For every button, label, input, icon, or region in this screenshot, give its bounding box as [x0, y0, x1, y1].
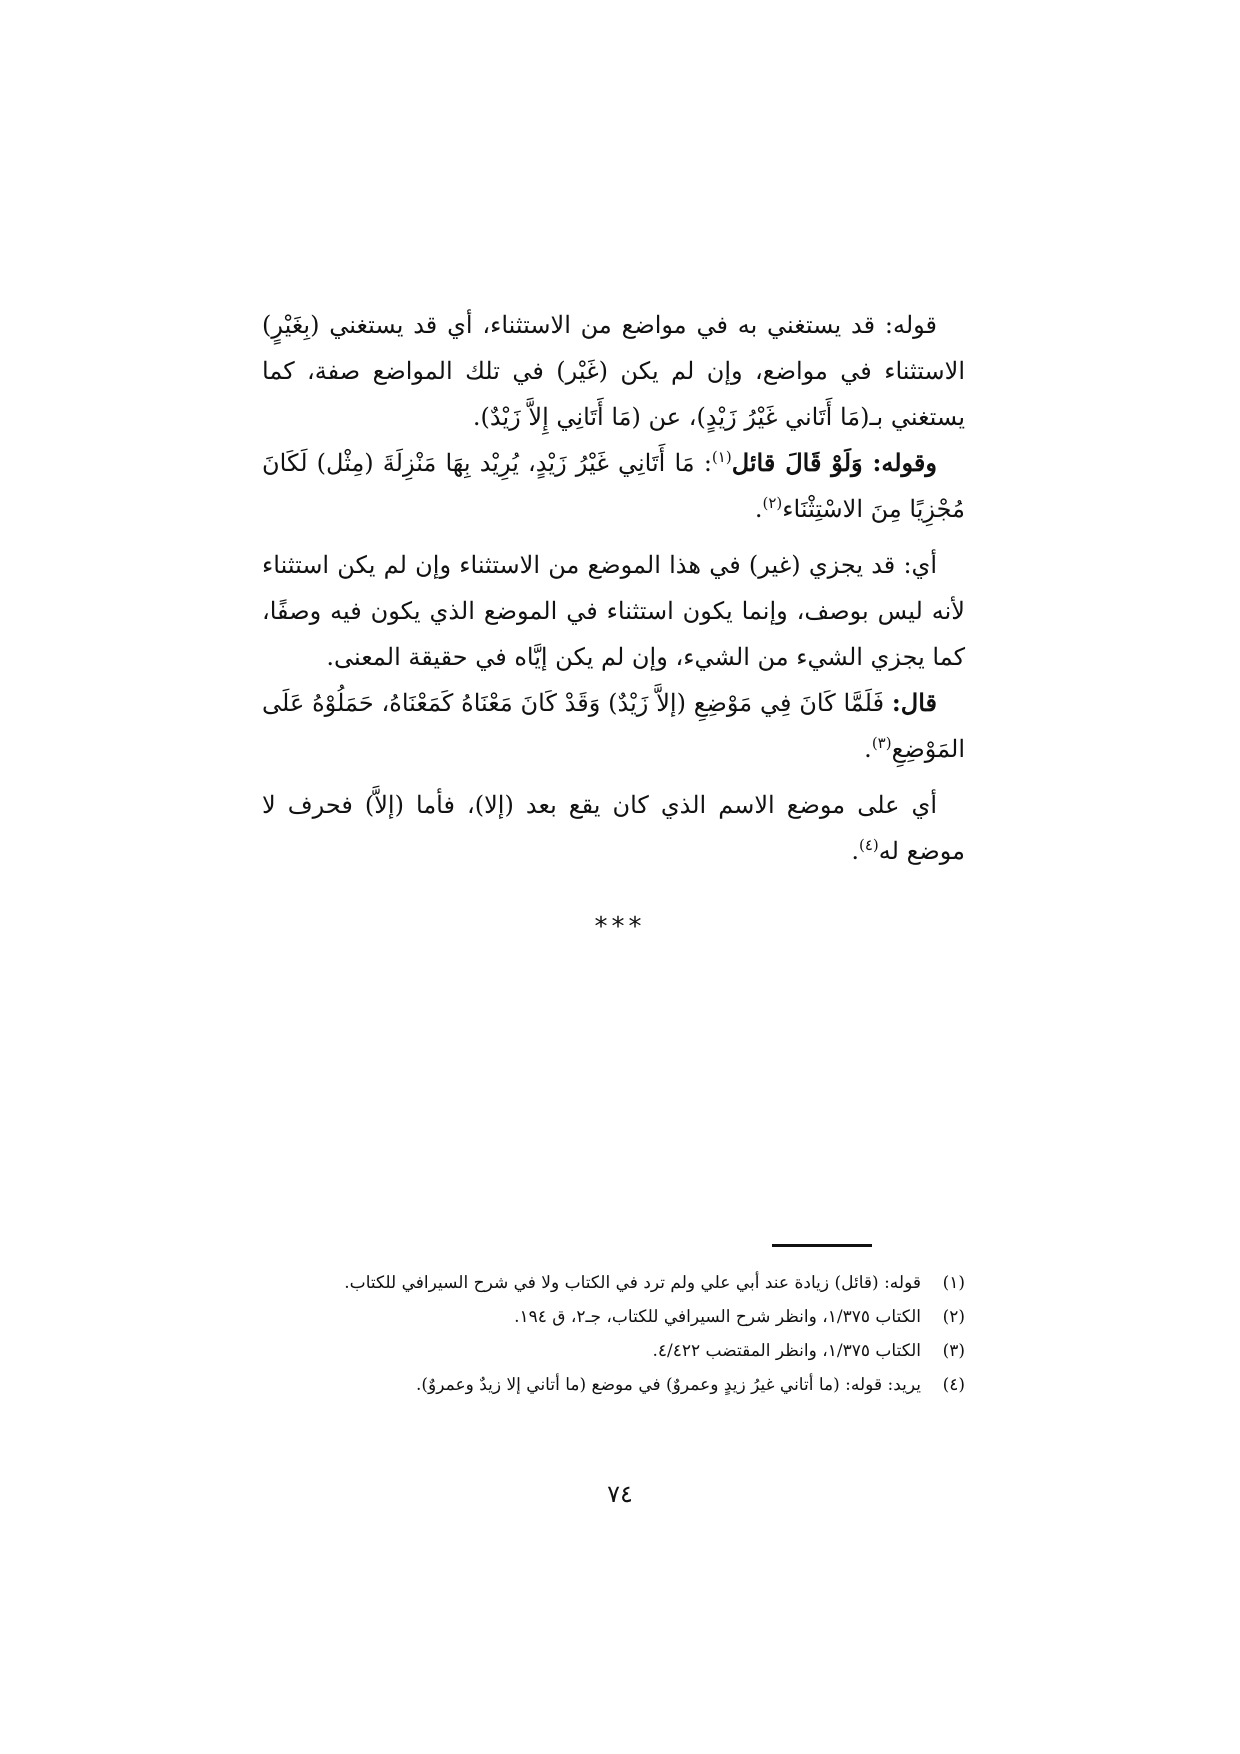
footnote-2 — [262, 1300, 965, 1334]
footnote-1 — [262, 1266, 965, 1300]
footnote-number: (٢) — [942, 1307, 965, 1327]
footnote-ref-1[interactable]: (١) — [711, 448, 732, 466]
paragraph-4-end: . — [864, 735, 872, 763]
footnote-text: الكتاب ١/٣٧٥، وانظر المقتضب ٤/٤٢٢. — [652, 1341, 921, 1361]
footnote-3 — [262, 1334, 965, 1368]
footnote-number: (٣) — [942, 1341, 965, 1361]
footnote-ref-3[interactable]: (٣) — [871, 734, 892, 752]
section-separator: *** — [594, 912, 646, 942]
paragraph-2-end: . — [754, 495, 763, 523]
footnote-text: الكتاب ١/٣٧٥، وانظر شرح السيرافي للكتاب، جـ٢، ق ١٩٤. — [514, 1307, 921, 1327]
footnotes — [262, 1266, 965, 1402]
paragraph-5-text: أي على موضع الاسم الذي كان يقع بعد (إلا)، فأما (إلاَّ) فحرف لا موضع له — [262, 791, 965, 865]
footnote-4 — [262, 1368, 965, 1402]
paragraph-5 — [262, 782, 965, 874]
paragraph-5-end: . — [851, 837, 859, 865]
paragraph-1: قوله: قد يستغني به في مواضع من الاستثناء، أي قد يستغني (بِغَيْرٍ) الاستثناء في مواضع، وإن لم يكن (غَيْر) في تلك المواضع صفة، كما يستغني بـ(مَا أَتَاني غَيْرُ زَيْدٍ)، عن (مَا أَتَانِي إِلاَّ زَيْدٌ). — [262, 311, 965, 431]
paragraph-2-lead: وقوله: وَلَوْ قَالَ قائل — [731, 448, 937, 477]
paragraph-4 — [262, 680, 965, 772]
paragraph-3: أي: قد يجزي (غير) في هذا الموضع من الاستثناء وإن لم يكن استثناء لأنه ليس بوصف، وإنما يكون استثناء في الموضع الذي يكون فيه وصفًا، كما يجزي الشيء من الشيء، وإن لم يكن إيَّاه في حقيقة المعنى. — [262, 551, 965, 671]
paragraph-4-text: فَلَمَّا كَانَ فِي مَوْضِعِ (إلاَّ زَيْدٌ) وَقَدْ كَانَ مَعْنَاهُ كَمَعْنَاهُ، حَمَلُوْهُ عَلَى المَوْضِعِ — [262, 689, 965, 763]
page-number: ٧٤ — [607, 1480, 633, 1508]
footnote-ref-2[interactable]: (٢) — [762, 494, 783, 512]
paragraph-4-lead: قال: — [891, 688, 937, 717]
footnote-text: يريد: قوله: (ما أتاني غيرُ زيدٍ وعمروٌ) في موضع (ما أتاني إلا زيدٌ وعمروٌ). — [415, 1375, 921, 1395]
footnote-divider — [772, 1244, 872, 1247]
footnote-ref-4[interactable]: (٤) — [859, 836, 879, 854]
footnote-number: (٤) — [942, 1375, 965, 1395]
footnote-text: قوله: (قائل) زيادة عند أبي علي ولم ترد في الكتاب ولا في شرح السيرافي للكتاب. — [344, 1273, 921, 1293]
footnote-number: (١) — [942, 1273, 965, 1293]
paragraph-2-text: : مَا أَتَانِي غَيْرُ زَيْدٍ، يُرِيْد بِهَا مَنْزِلَةَ (مِثْل) لَكَانَ مُجْزِيًا مِنَ الاسْتِثْنَاء — [262, 449, 965, 523]
main-text — [262, 302, 965, 874]
paragraph-2 — [262, 440, 965, 532]
